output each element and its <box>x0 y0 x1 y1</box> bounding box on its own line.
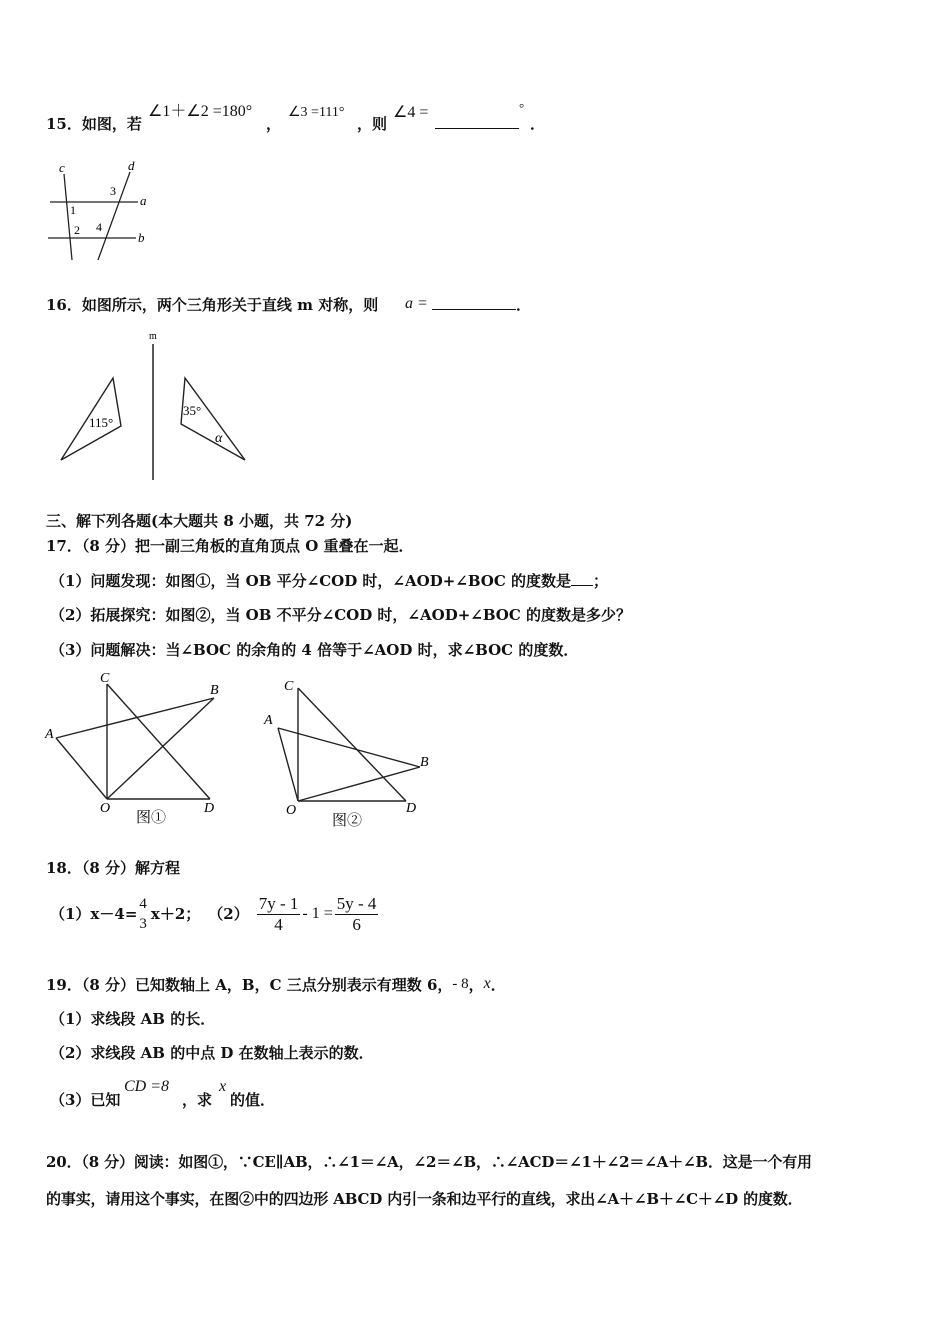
q18-part1-rest: x＋2； <box>150 905 201 923</box>
q20-line2: 的事实，请用这个事实，在图②中的四边形 ABCD 内引一条和边平行的直线，求出∠A＋∠B＋∠C＋∠D 的度数． <box>46 1190 803 1208</box>
q18-part2-den1: 4 <box>274 914 283 934</box>
q18-part2-fraction2 <box>335 894 379 935</box>
q18-part1-num: 4 <box>139 896 147 912</box>
section3-title: 三、解下列各题(本大题共 8 小题，共 72 分) <box>46 512 353 530</box>
q19-part3-x: x <box>219 1078 227 1095</box>
q15-label-b: b <box>138 230 145 245</box>
q17-part1-text: （1）问题发现：如图①，当 OB 平分∠COD 时，∠AOD+∠BOC 的度数是 <box>50 572 572 590</box>
q15-cond1: ∠1＋∠2 =180° <box>148 103 253 120</box>
q15-cond2: ∠3 =111° <box>288 105 345 120</box>
q17-f1-label-C: C <box>100 671 110 686</box>
q15-sep1: ， <box>266 115 282 133</box>
q17-intro: 17．（8 分）把一副三角板的直角顶点 O 重叠在一起． <box>46 537 414 555</box>
q17-f2-label-O: O <box>286 803 297 818</box>
q16-answer-blank[interactable] <box>432 295 516 315</box>
q18-part2-mid: - 1 = <box>302 905 333 922</box>
q15-figure <box>40 158 160 268</box>
q19-part3-cd: CD =8 <box>124 1078 170 1095</box>
q16-body: 如图所示，两个三角形关于直线 m 对称，则 <box>81 296 379 314</box>
q17-part1-end: ； <box>593 572 609 590</box>
q17-f2-caption: 图② <box>332 813 363 829</box>
q19-part3-c: 的值． <box>230 1091 276 1109</box>
q15-number: 15． <box>46 115 82 133</box>
q15-ask: ∠4 = <box>393 104 429 121</box>
q19-neg8: - 8 <box>452 976 469 992</box>
q17-f1-label-D: D <box>204 801 215 816</box>
q15-label-c: c <box>59 160 65 175</box>
q18-part1-fraction <box>137 894 149 934</box>
q16-end: ． <box>516 296 532 314</box>
q15-label-3: 3 <box>110 184 116 198</box>
q18-part2-label: （2） <box>208 905 249 923</box>
q19-intro-text: 19．（8 分）已知数轴上 A，B，C 三点分别表示有理数 6， <box>46 976 453 994</box>
q17-f2-label-C: C <box>284 679 294 694</box>
q15-end: ． <box>530 115 546 133</box>
q17-figure-2 <box>260 670 440 832</box>
q15-line <box>46 114 142 134</box>
q16-text <box>46 295 378 315</box>
q18-part2-den2: 6 <box>352 914 361 934</box>
q19-part2: （2）求线段 AB 的中点 D 在数轴上表示的数． <box>50 1044 374 1062</box>
q18-equations <box>50 892 378 936</box>
q16-label-m: m <box>149 331 157 342</box>
q17-part1-blank[interactable] <box>571 571 593 586</box>
q15-sep2: ，则 <box>357 115 388 133</box>
q17-part2: （2）拓展探究：如图②，当 OB 不平分∠COD 时，∠AOD+∠BOC 的度数是多少？ <box>50 606 632 624</box>
q17-f2-label-A: A <box>264 713 273 728</box>
q19-x: x <box>483 975 491 992</box>
q17-part1 <box>50 571 608 591</box>
q17-f2-label-D: D <box>406 801 417 816</box>
q15-label-4: 4 <box>96 220 102 234</box>
q18-part2-num2: 5y - 4 <box>336 893 377 913</box>
q19-end: ． <box>490 976 506 994</box>
q19-intro <box>46 975 506 996</box>
q15-label-d: d <box>128 158 135 173</box>
q17-part3: （3）问题解决：当∠BOC 的余角的 4 倍等于∠AOD 时，求∠BOC 的度数． <box>50 641 579 659</box>
q19-part1: （1）求线段 AB 的长． <box>50 1010 216 1028</box>
q17-f1-label-A: A <box>45 727 54 742</box>
q17-f1-caption: 图① <box>136 810 167 826</box>
q19-part3-a: （3）已知 <box>50 1091 121 1109</box>
q18-part1-label: （1）x－4= <box>50 905 138 923</box>
q17-f1-label-O: O <box>100 801 111 816</box>
q17-figure-1 <box>40 668 240 830</box>
q16-label-115: 115° <box>89 415 114 430</box>
q15-degree: ° <box>519 100 525 115</box>
q16-label-35: 35° <box>183 403 202 418</box>
q16-var: a = <box>405 295 428 312</box>
q15-label-1: 1 <box>70 203 76 217</box>
q17-f1-label-B: B <box>210 683 219 698</box>
q15-prefix: 如图，若 <box>81 115 142 133</box>
q15-answer-blank[interactable] <box>435 114 519 134</box>
q19-part3-b: ，求 <box>182 1091 213 1109</box>
q20-line1: 20．（8 分）阅读：如图①，∵CE∥AB，∴∠1＝∠A，∠2＝∠B，∴∠ACD＝∠1＋∠2＝∠A＋∠B．这是一个有用 <box>46 1153 812 1171</box>
q15-label-a: a <box>140 193 147 208</box>
q18-part2-num1: 7y - 1 <box>258 893 299 913</box>
q19-comma: ， <box>468 976 484 994</box>
q18-part2-fraction1 <box>257 894 301 935</box>
q15-label-2: 2 <box>74 223 80 237</box>
q16-label-alpha: α <box>215 431 223 446</box>
q16-number: 16． <box>46 296 82 314</box>
q18-title: 18．（8 分）解方程 <box>46 859 181 877</box>
q17-f2-label-B: B <box>420 755 429 770</box>
q18-part1-den: 3 <box>139 916 147 932</box>
q16-figure <box>55 330 255 485</box>
